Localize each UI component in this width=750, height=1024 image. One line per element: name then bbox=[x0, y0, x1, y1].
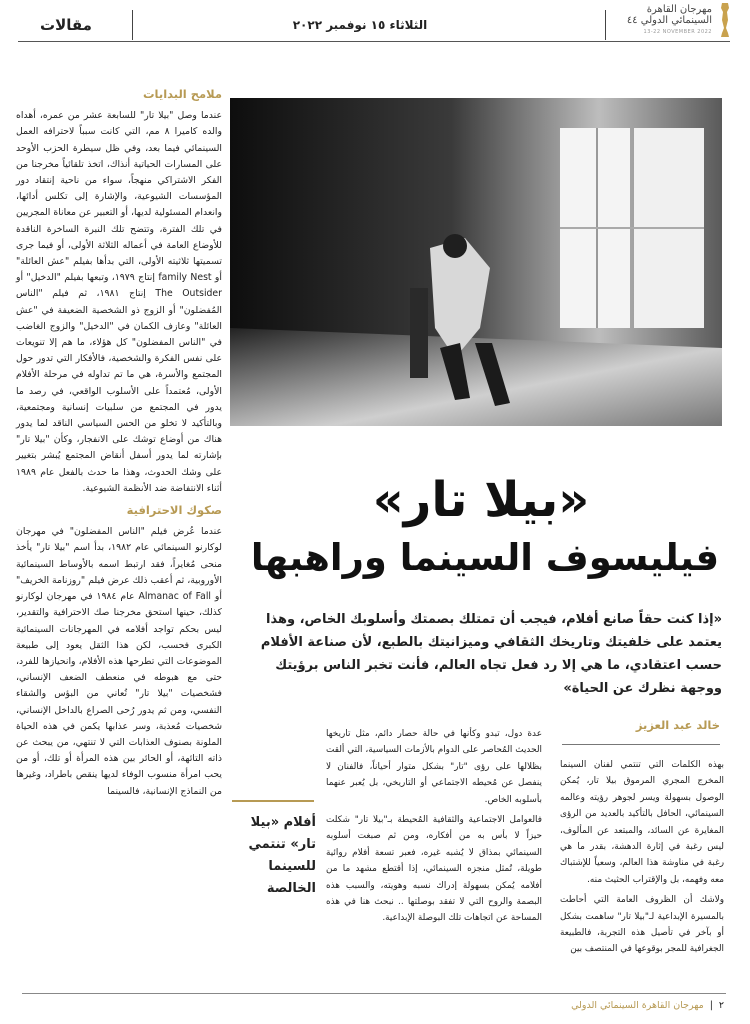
paragraph: عندما عُرض فيلم "الناس المفضلون" في مهرجان لوكارنو السينمائي عام ١٩٨٢، بدأ اسم "بيلا تار" يأخذ منحى مُغايراً، فقد ارتبط اسمه بالأوساط السينمائية الأوروبية، ثم أعقب ذلك عرض فيلم "روزنامة الخريف" أو Almanac of Fall عام ١٩٨٤ في مهرجان لوكارنو كذلك، حينها استحق مخرجنا صك الاحترافية والتقدير، ليس بحكم تواجد أفلامه في المهرجانات السينمائية الكبرى فحسب، لكن هذا الثقل يعود إلى طبيعة الموضوعات التي تطرحها هذه الأفلام، وانحيازها للفرد، حتى مع هبوطه في منعطف الضعف الإنساني، فشخصيات "بيلا تار" تُعاني من البؤس والشقاء النفسي، ومن ثم يدور رُحى الصراع بالداخل الإنساني، شخصيات مُعذبة، وسر عذابها يكمن في هذه الحياة الملونة بصنوف العذابات التي لا تنتهي، من يبحث عن ذاته التائهة، أو الحائر بين هذه المرأة أو تلك، أو من يحب امرأة منسوب الوفاء لديها ينقص باطراد، وغيرها من النماذج الإنسانية، فالسينما bbox=[16, 526, 223, 797]
middle-column bbox=[326, 726, 542, 931]
pull-quote: أفلام «بيلا تار» تنتمي للسينما الخالصة bbox=[248, 815, 316, 896]
footer-rule bbox=[22, 993, 726, 994]
logo-text-line2: السينمائي الدولي ٤٤ bbox=[626, 15, 712, 26]
paragraph: فالعوامل الاجتماعية والثقافية المُحيطة بـ"بيلا تار" شكلت حيزاً لا بأس به من أفكاره، ومن ثم صبغت أسلوبه السينمائي بمذاق لا يُشبه غيره، فعبر تسعة أفلام روائية طويلة، تُمثل منجزه السينمائي، إذا أقتطع مشهد ما من أفلامه يُمكن بسهولة إدراك نسبه وهويته، والسبب هذه البصمة والروح التي لا تفقد بوصلتها .. نبحث هنا في هذه المساحة عن اتجاهات تلك البوصلة الإبداعية. bbox=[326, 815, 542, 924]
footer-separator: | bbox=[709, 1000, 713, 1011]
pull-quote-rule bbox=[232, 800, 314, 802]
logo-subtitle: 13-22 NOVEMBER 2022 bbox=[643, 29, 712, 35]
article-title-line1: «بيلا تار» bbox=[372, 472, 590, 528]
logo-text bbox=[627, 4, 712, 26]
header-divider bbox=[132, 10, 133, 40]
page-number: ٢ bbox=[718, 1000, 724, 1011]
trophy-icon bbox=[718, 2, 732, 38]
header-divider bbox=[605, 10, 606, 40]
subheading-beginnings: ملامح البدايات bbox=[143, 87, 222, 101]
logo-text-line1: مهرجان القاهرة bbox=[646, 4, 712, 15]
paragraph: عندما وصل "بيلا تار" للسابعة عشر من عمره، أهداه والده كاميرا ٨ مم، التي كانت سبباً لاحترافه العمل السينمائي فيما بعد، وفي ظل سيطرة الحزب الأوحد على المسارات الحياتية أنذاك، اتخذ تلقائياً مخرجنا من الفكر الاشتراكي منهجاً، سواء من ناحية إنتقاد دور المؤسسات الشيوعية، والإشارة إلى تكلس أدائها، وانعدام المسئولية لديها، أو التعبير عن معاناة المجريين في تلك الفترة، وتتضح تلك النبرة الساخرة الناقدة للأوضاع العامة في أعماله الثلاثة الأولى، أو فيما جرى تسميتها ثلاثيته الأولى، التي بدأها بفيلم "عش العائلة" أو family Nest إنتاج ١٩٧٩، وتبعها بفيلم "الدخيل" أو The Outsider إنتاج ١٩٨١، ثم فيلم "الناس المُفضلون" أو الزوج ذو الشخصية الضعيفة في "عش العائلة" وعازف الكمان في "الدخيل" والزوج الغاضب في "الناس المفضلون" كل هؤلاء، ما هم إلا تنويعات على نفس الفكرة والشخصية، فالأفكار التي تدور حول المجتمع والأسرة، هي ما تم تداوله في مرحلة الأفلام الأولى، مُعتمداً على الأسلوب الواقعي، في رصد ما يدور في المجتمع من سلبيات إنسانية ومجتمعية، وبالتأكيد لا تخلو من الحس السياسي الناقد لما يدور هناك من أوضاع توشك على الانفجار، وكأن "بيلا تار" بإشارته لما يدور أسفل أنقاض المجتمع يُبشر بتغيير على وشك الحدوث، وهذا ما حدث بالفعل عام ١٩٨٩ أثناء الانتفاضة ضد الأنظمة الشيوعية. bbox=[16, 110, 223, 494]
paragraph: بهذه الكلمات التي تنتمي لفنان السينما المخرج المجري المرموق بيلا تار، يُمكن الوصول بسهولة ويسر لجوهر رؤيته وعالمه السينمائي، الحافل بالتأكيد بالعديد من الرؤى المغايرة عن السائد، والمبتعد عن المألوف، ليس رغبة في إثارة الدهشة، بقدر ما هي رغبة في مناوشة هذا العالم، وسعياً للإشتباك معه وفهمه، بل والإقتراب الحثيث منه. bbox=[560, 760, 724, 885]
author-rule bbox=[562, 744, 720, 745]
page-header bbox=[0, 0, 750, 42]
paragraph: ولاشك أن الظروف العامة التي أحاطت بالمسيرة الإبداعية لـ"بيلا تار" ساهمت بشكل أو بآخر في تأصيل هذه التجربة، فالطبيعة الجغرافية للمجر بوقوعها في المنتصف بين bbox=[560, 895, 724, 955]
subheading-professionalism: صكوك الاحترافية bbox=[126, 503, 222, 518]
section-label: مقالات bbox=[40, 16, 92, 34]
festival-logo bbox=[602, 2, 732, 38]
article-photo bbox=[230, 98, 722, 426]
author-name: خالد عبد العزيز bbox=[635, 718, 720, 732]
issue-date: الثلاثاء ١٥ نوفمبر ٢٠٢٢ bbox=[292, 18, 428, 32]
photo-illustration bbox=[230, 98, 722, 426]
page-footer bbox=[571, 1000, 724, 1011]
lead-quote: «إذا كنت حقاً صانع أفلام، فيجب أن تمتلك بصمتك وأسلوبك الخاص، وهذا يعتمد على خلفيتك وتاريخك الثقافي وميزانيتك بالطبع، لأن صناعة الأفلام حسب اعتقادي، ما هي إلا رد فعل تجاه العالم، فأنت تخبر الناس برؤيتك ووجهة نظرك عن الحياة» bbox=[260, 612, 722, 696]
paragraph: عدة دول، تبدو وكأنها في حالة حصار دائم، مثل تاريخها الحديث المُحاصر على الدوام بالأزمات السياسية، التي ألقت بظلالها على رؤى "تار" بشكل متوار أحياناً، فالفنان لا ينفصل عن مُحيطه الاجتماعي أو التاريخي، بل يُعبر عنهما بأسلوبه الخاص. bbox=[326, 729, 542, 805]
article-title-line2: فيليسوف السينما وراهبها bbox=[250, 536, 720, 579]
right-column bbox=[560, 757, 724, 962]
footer-publication: مهرجان القاهرة السينمائي الدولي bbox=[571, 1000, 704, 1011]
header-rule bbox=[18, 41, 730, 42]
left-column bbox=[16, 86, 222, 800]
